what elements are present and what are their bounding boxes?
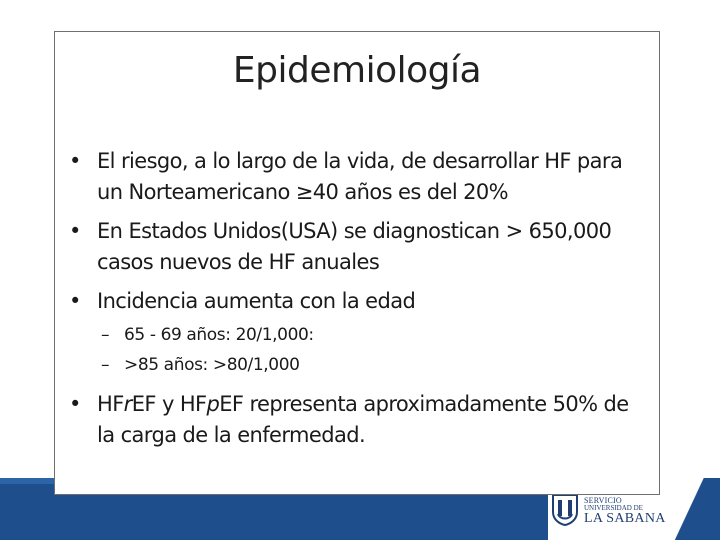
bullet-icon: • (69, 289, 81, 313)
logo-text-service: SERVICIO (584, 496, 622, 505)
sub-bullet-item (67, 351, 651, 379)
slide-card (54, 31, 660, 495)
sub-bullet-text: 65 - 69 años: 20/1,000: (124, 325, 314, 345)
bullet-item (67, 146, 651, 208)
bullet-text: El riesgo, a lo largo de la vida, de desarrollar HF para un Norteamericano ≥40 años es del 20% (97, 149, 623, 204)
bullet-text: Incidencia aumenta con la edad (97, 289, 416, 313)
bullet-item (67, 389, 651, 451)
bullet-icon: • (69, 149, 81, 173)
logo-text-university: UNIVERSIDAD DE (584, 504, 643, 512)
bullet-item (67, 216, 651, 278)
shield-icon (552, 494, 578, 526)
logo-text-name: LA SABANA (584, 511, 666, 526)
slide-title: Epidemiología (232, 50, 482, 91)
bullet-icon: • (69, 219, 81, 243)
bullet-icon: • (69, 392, 81, 416)
bullet-text-italic: r (123, 392, 132, 416)
bullet-text: En Estados Unidos(USA) se diagnostican > 650,000 casos nuevos de HF anuales (97, 219, 612, 274)
university-logo (552, 494, 692, 528)
bullet-list (67, 146, 651, 459)
dash-icon: – (101, 325, 110, 345)
sub-bullet-text: >85 años: >80/1,000 (124, 355, 300, 375)
bullet-item (67, 286, 651, 317)
bullet-text-italic: p (206, 392, 220, 416)
bullet-text-part: EF y HF (131, 392, 207, 416)
bullet-text-part: HF (97, 392, 124, 416)
sub-bullet-item (67, 321, 651, 349)
bullet-text-part: EF representa aproximadamente 50% de la carga de la enfermedad. (97, 392, 629, 447)
dash-icon: – (101, 355, 110, 375)
